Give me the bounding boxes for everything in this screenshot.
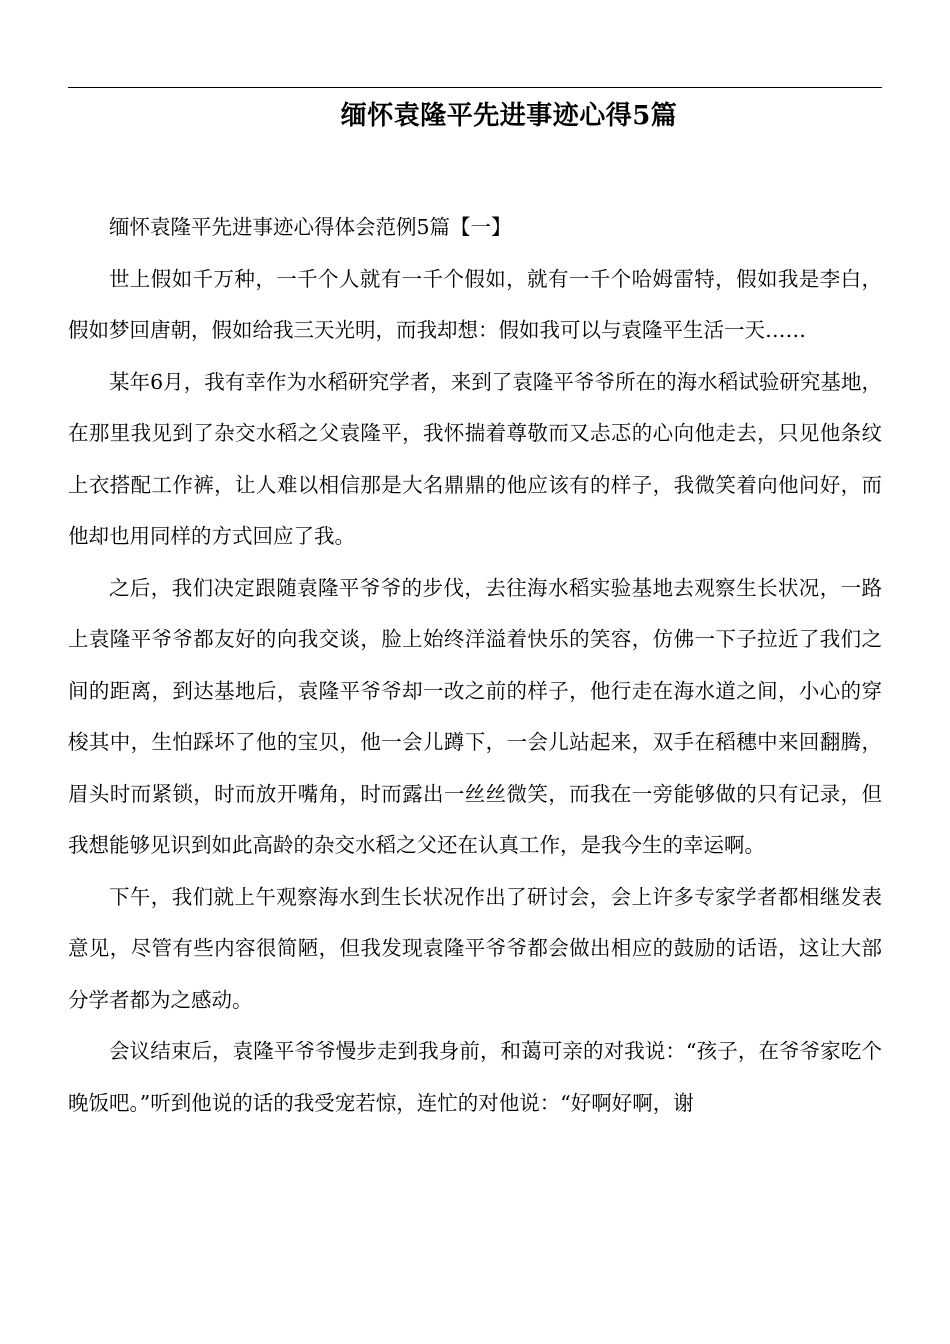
- paragraph: 下午，我们就上午观察海水到生长状况作出了研讨会，会上许多专家学者都相继发表意见，尽管有些内容很简陋，但我发现袁隆平爷爷都会做出相应的鼓励的话语，这让大部分学者都为之感动。: [68, 884, 882, 1012]
- section-heading: 缅怀袁隆平先进事迹心得体会范例5篇【一】: [109, 215, 512, 239]
- document-body: [68, 202, 882, 1129]
- paragraph: 世上假如千万种，一千个人就有一千个假如，就有一千个哈姆雷特，假如我是李白，假如梦回唐朝，假如给我三天光明，而我却想：假如我可以与袁隆平生活一天……: [68, 266, 882, 342]
- document-title: 缅怀袁隆平先进事迹心得5篇: [340, 101, 678, 131]
- paragraph: 会议结束后，袁隆平爷爷慢步走到我身前，和蔼可亲的对我说：“孩子，在爷爷家吃个晚饭吧。”听到他说的话的我受宠若惊，连忙的对他说：“好啊好啊，谢: [68, 1039, 882, 1115]
- header-rule: [68, 87, 882, 88]
- paragraph: 某年6月，我有幸作为水稻研究学者，来到了袁隆平爷爷所在的海水稻试验研究基地，在那里我见到了杂交水稻之父袁隆平，我怀揣着尊敬而又忐忑的心向他走去，只见他条纹上衣搭配工作裤，让人难以相信那是大名鼎鼎的他应该有的样子，我微笑着向他问好，而他却也用同样的方式回应了我。: [68, 369, 882, 548]
- paragraph: 之后，我们决定跟随袁隆平爷爷的步伐，去往海水稻实验基地去观察生长状况，一路上袁隆平爷爷都友好的向我交谈，脸上始终洋溢着快乐的笑容，仿佛一下子拉近了我们之间的距离，到达基地后，袁隆平爷爷却一改之前的样子，他行走在海水道之间，小心的穿梭其中，生怕踩坏了他的宝贝，他一会儿蹲下，一会儿站起来，双手在稻穗中来回翻腾，眉头时而紧锁，时而放开嘴角，时而露出一丝丝微笑，而我在一旁能够做的只有记录，但我想能够见识到如此高龄的杂交水稻之父还在认真工作，是我今生的幸运啊。: [68, 575, 882, 857]
